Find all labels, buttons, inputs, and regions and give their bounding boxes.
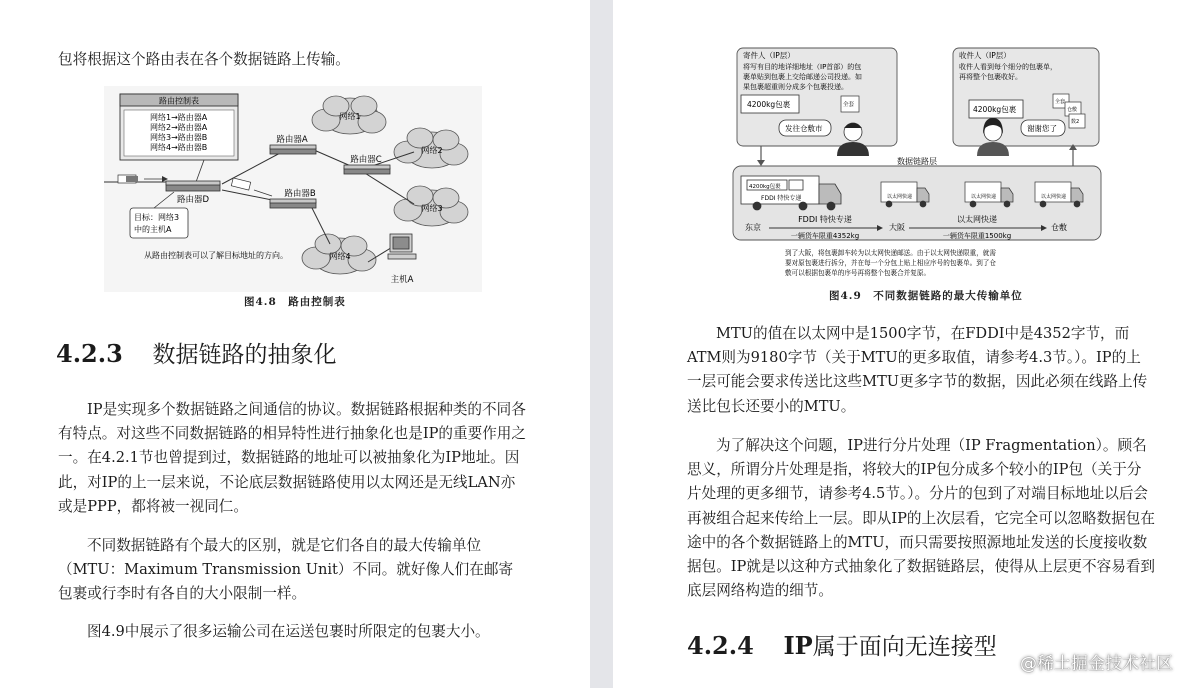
target-callout-line-2: 中的主机A [134,225,172,234]
sender-text-line: 裹单贴到包裹上交给邮递公司投递。如 [743,73,862,81]
datalink-layer-label: 数据链路层 [897,157,937,166]
router-a-label: 路由器A [276,135,308,145]
target-callout-line-1: 目标：网络3 [134,213,180,222]
sender-package-label: 4200kg包裹 [747,100,791,109]
route-1-name: FDDI 特快专递 [798,215,852,224]
router-b [270,199,316,208]
network-2-label: 网络2 [421,146,443,155]
figure-4-8-caption: 图4.8 路由控制表 [244,296,346,308]
city-tokyo: 东京 [745,223,761,232]
fddi-truck-label: FDDI 特快专递 [761,195,802,202]
routing-table-title: 路由控制表 [159,96,199,106]
route-1-limit: 一辆货车限重4352kg [790,232,860,240]
network-3-label: 网络3 [421,204,443,213]
routing-table-row: 网络4→路由器B [150,143,208,152]
intro-line: 包将根据这个路由表在各个数据链路上传输。 [58,51,350,68]
figure-4-9-note-line: 敷可以根据包裹单的序号再将整个包裹合并复原。 [785,269,931,277]
section-heading-4-2-3 [56,336,336,369]
router-b-label: 路由器B [284,189,316,199]
router-d [166,181,220,191]
paragraph: 为了解决这个问题，IP进行分片处理（IP Fragmentation）。顾名思义，所谓分片处理是指，将较大的IP包分成多个较小的IP包（关于分片处理的更多细节，请参考4.5节。）。分片的包到了对端目标地址以后会再被组合起来传给上一层。即从IP的上次层看，它完全可以忽略数据包在途中的各个数据链路上的MTU，而只需要按照源地址发送的长度接收数据包。IP就是以这种方式抽象化了数据链路层，使得从上层更不容易看到底层网络构造的细节。 [687,437,1155,600]
section-title-ip: IP [783,631,813,660]
sender-text-line: 果包裹超重则分成多个包裹投递。 [743,83,848,91]
receiver-title: 收件人（IP层） [959,51,1011,60]
sender-text-line: 将写有目的地详细地址（IP首部）的包 [743,63,862,71]
city-osaka: 大阪 [889,223,905,232]
figure-4-8-routing-diagram [104,86,482,292]
figure-4-9-note-line: 到了大阪，将包裹卸车转为以太网快递邮送。由于以太网快递限重，就需 [785,249,996,257]
routing-table-row: 网络3→路由器B [150,133,208,142]
paragraph: 图4.9中展示了很多运输公司在运送包裹时所限定的包裹大小。 [87,623,490,640]
paragraph: 不同数据链路有个最大的区别，就是它们各自的最大传输单位（MTU：Maximum Transmission Unit）不同。就好像人们在邮寄包裹或行李时有各自的大小限制一样。 [58,537,514,603]
watermark: @稀土掘金技术社区 [1020,654,1173,674]
routing-table-row: 网络2→路由器A [150,123,208,132]
receiver-text-line: 收件人看到每个细分的包裹单， [959,63,1057,71]
paragraph: MTU的值在以太网中是1500字节，在FDDI中是4352字节，而ATM则为9180字节（关于MTU的更多取值，请参考4.3节。）。IP的上一层可能会要求传送比这些MTU更多字节的数据，因此必须在线路上传送比包长还要小的MTU。 [687,325,1148,415]
figure-4-9-mtu-diagram [731,44,1103,282]
receiver-speech: 谢谢您了 [1027,124,1057,133]
paragraph: IP是实现多个数据链路之间通信的协议。数据链路根据种类的不同各有特点。对这些不同数据链路的相异特性进行抽象化也是IP的重要作用之一。在4.2.1节也曾提到过，数据链路的地址可以被抽象化为IP地址。因此，对IP的上一层来说，不论底层数据链路使用以太网还是无线LAN亦或是PPP，都将被一视同仁。 [58,401,526,515]
section-title: 属于面向无连接型 [812,634,997,660]
router-a [270,145,316,154]
fddi-truck-package: 4200kg包裹 [749,184,781,190]
figure-4-9-note-line: 要对原包裹进行拆分，并在每一个分包上贴上相应序号的包裹单。到了仓 [785,259,996,267]
receiver-package-label: 4200kg包裹 [973,105,1017,114]
ethernet-truck-label: 以太网快递 [971,194,997,200]
receiver-text-line: 再将整个包裹收好。 [959,73,1022,81]
figure-4-8-note: 从路由控制表可以了解目标地址的方向。 [144,251,288,260]
sender-full-set-label: 全套 [843,102,855,108]
network-1-label: 网络1 [339,112,361,121]
router-c [344,165,390,174]
section-heading-4-2-4 [687,628,997,661]
left-page [0,0,590,688]
section-number: 4.2.3 [56,339,123,368]
host-a-label: 主机A [390,275,414,285]
router-d-label: 路由器D [176,195,210,205]
network-4-label: 网络4 [329,252,351,261]
host-a-computer [388,234,416,259]
sender-speech: 发往仓敷市 [785,124,823,133]
ethernet-truck-label: 以太网快递 [1041,194,1067,200]
stack-label: 数2 [1071,119,1080,125]
route-2-limit: 一辆货车限重1500kg [942,232,1012,240]
city-kurashiki: 仓敷 [1051,223,1067,232]
section-number: 4.2.4 [687,631,754,660]
page-gutter [590,0,613,688]
stack-label: 仓敷 [1067,107,1078,113]
sender-title: 寄件人（IP层） [743,51,795,60]
route-2-name: 以太网快递 [957,215,997,224]
stack-label: 全套 [1055,99,1066,105]
figure-4-9-caption: 图4.9 不同数据链路的最大传输单位 [829,290,1023,302]
section-title: 数据链路的抽象化 [152,342,337,368]
ethernet-truck-label: 以太网快递 [887,194,913,200]
routing-table-row: 网络1→路由器A [150,113,208,122]
right-page [613,0,1191,688]
router-c-label: 路由器C [350,155,382,165]
